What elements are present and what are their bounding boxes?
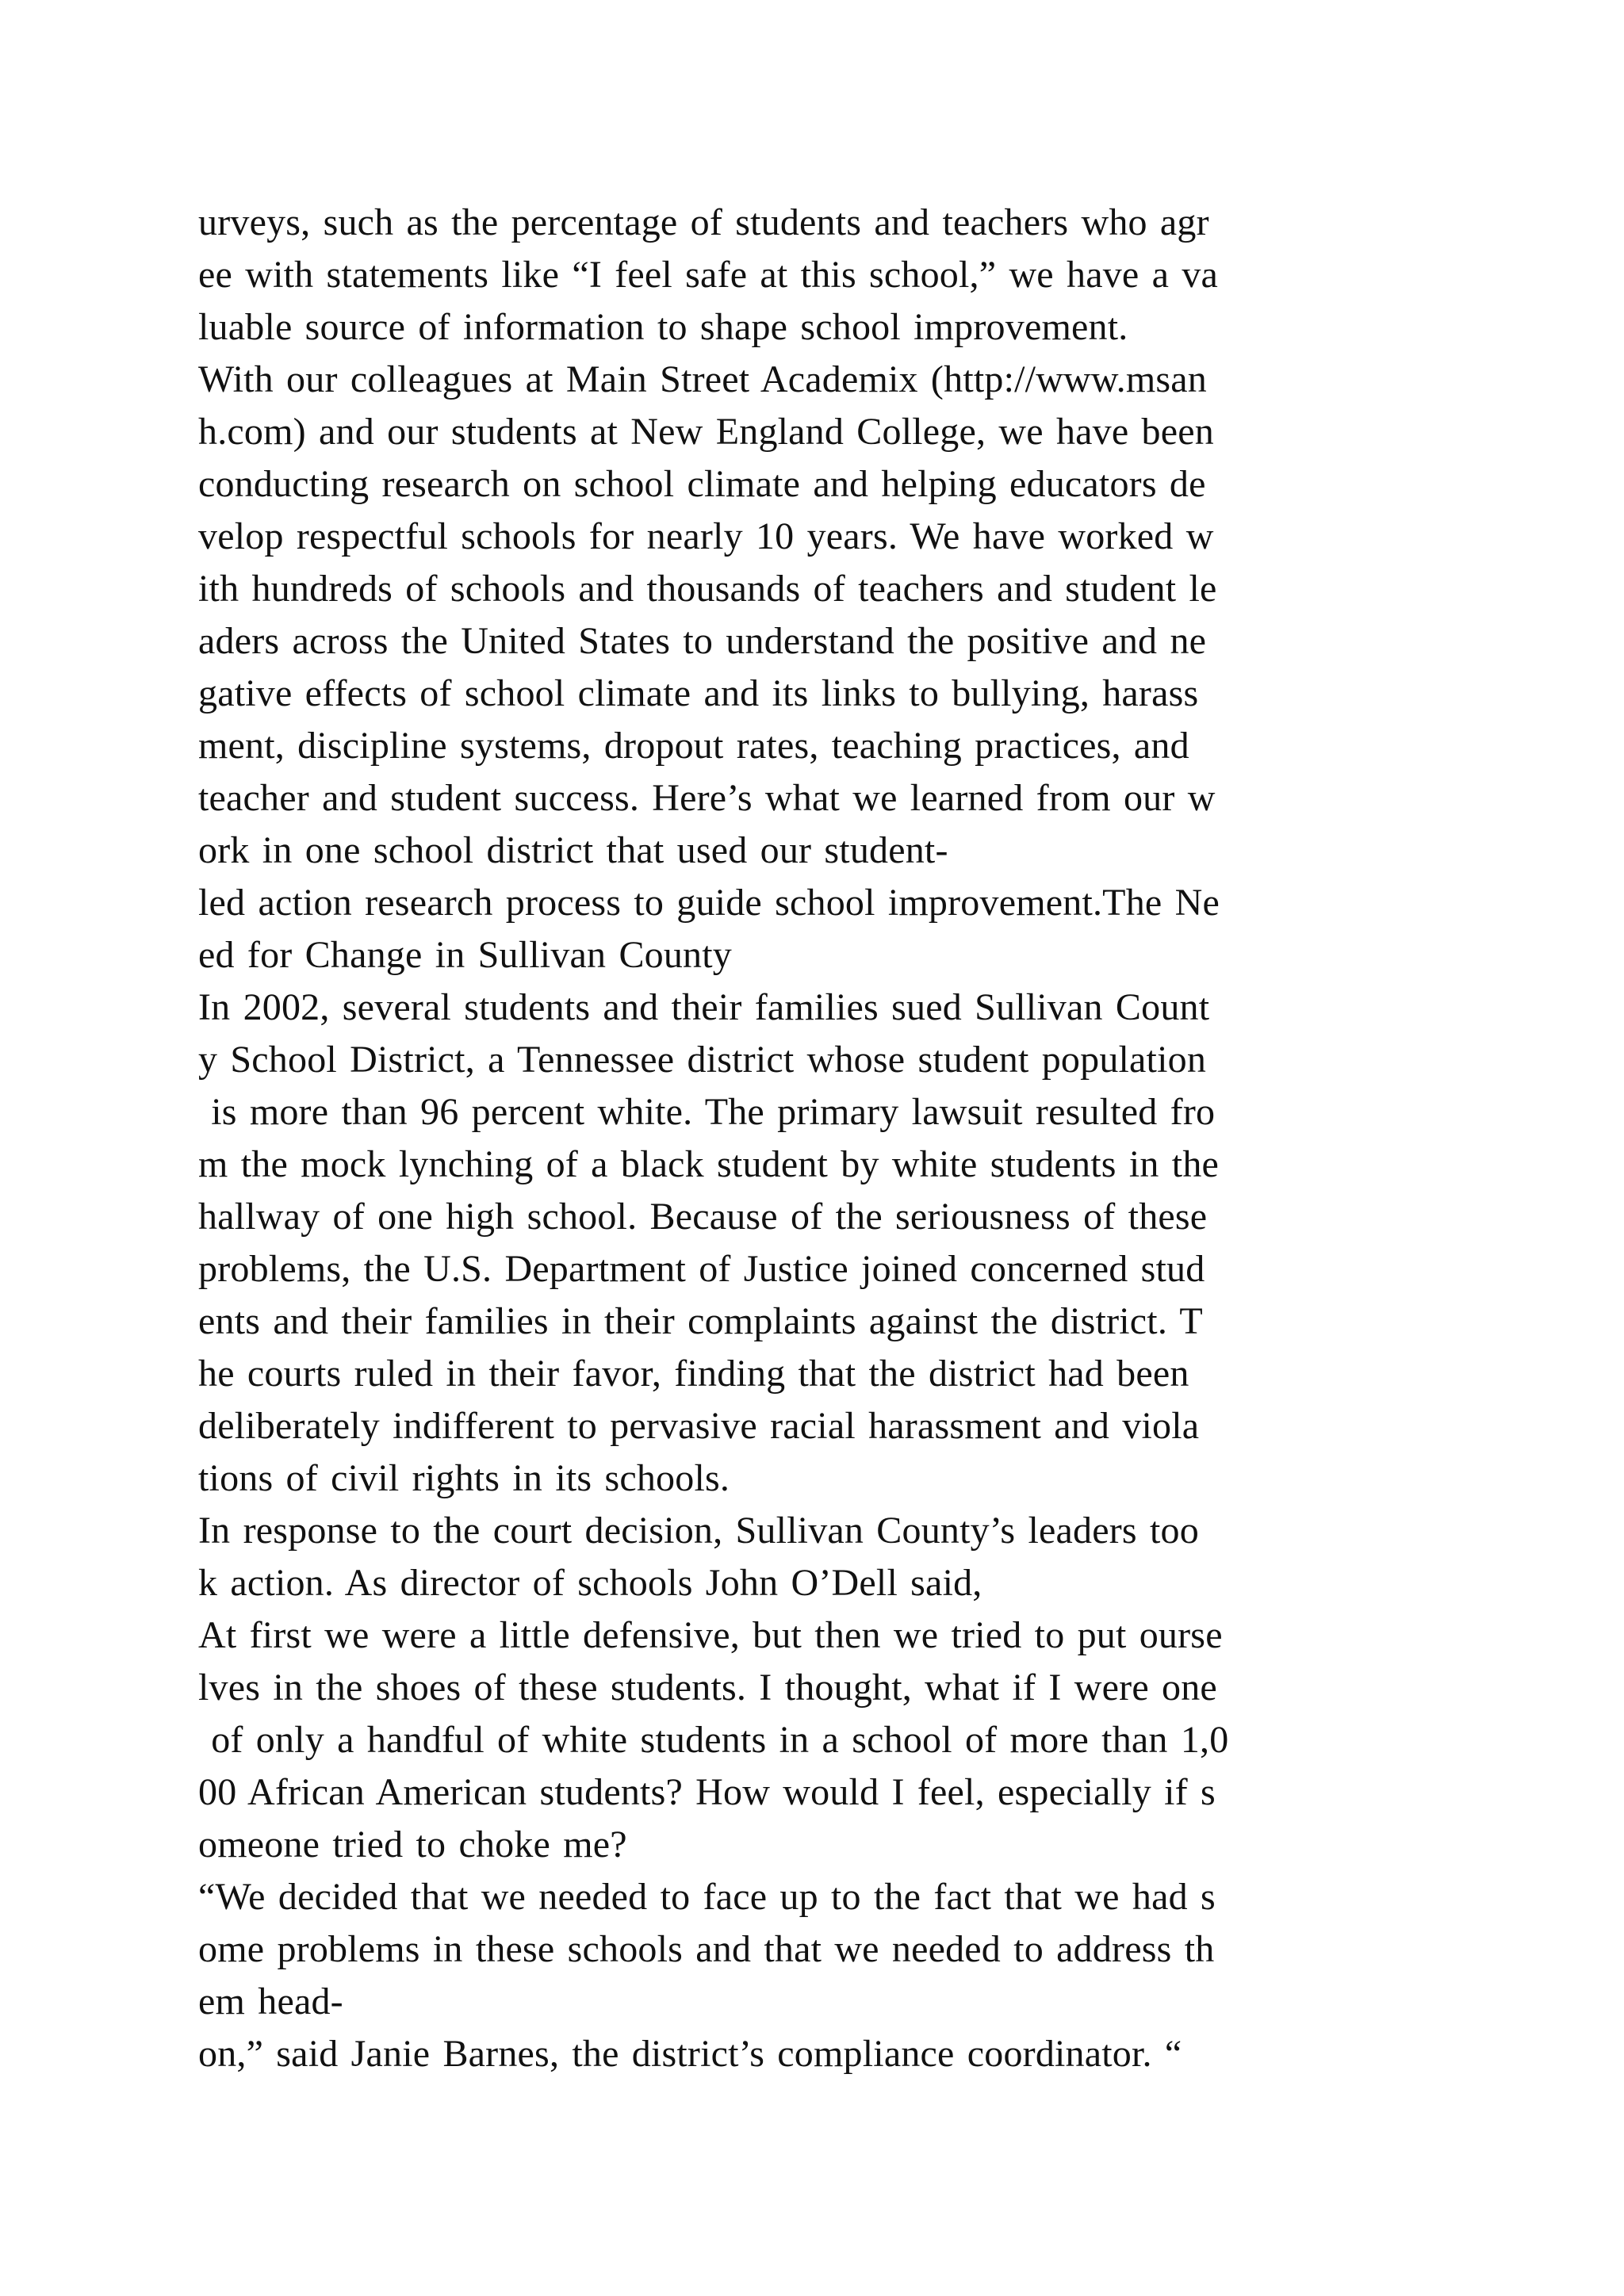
text-line: led action research process to guide school improvement.The Ne (198, 882, 1220, 924)
text-line: is more than 96 percent white. The primary lawsuit resulted fro (198, 1091, 1216, 1133)
text-line: on,” said Janie Barnes, the district’s compliance coordinator. “ (198, 2033, 1182, 2075)
text-line: ed for Change in Sullivan County (198, 934, 732, 976)
text-line: ment, discipline systems, dropout rates, teaching practices, and (198, 725, 1189, 767)
body-text (198, 197, 1435, 2080)
text-line: tions of civil rights in its schools. (198, 1457, 730, 1499)
text-line: of only a handful of white students in a school of more than 1,0 (198, 1719, 1229, 1761)
text-line: he courts ruled in their favor, finding that the district had been (198, 1353, 1189, 1395)
text-line: omeone tried to choke me? (198, 1823, 627, 1866)
text-line: em head- (198, 1980, 343, 2022)
text-line: urveys, such as the percentage of students and teachers who agr (198, 201, 1209, 243)
text-line: h.com) and our students at New England College, we have been (198, 411, 1214, 453)
text-line: m the mock lynching of a black student by white students in the (198, 1143, 1220, 1185)
text-line: problems, the U.S. Department of Justice joined concerned stud (198, 1248, 1205, 1290)
text-line: deliberately indifferent to pervasive racial harassment and viola (198, 1405, 1200, 1447)
text-line: ome problems in these schools and that we needed to address th (198, 1928, 1215, 1970)
text-line: velop respectful schools for nearly 10 years. We have worked w (198, 515, 1214, 557)
text-line: lves in the shoes of these students. I thought, what if I were one (198, 1667, 1217, 1709)
text-line: hallway of one high school. Because of the seriousness of these (198, 1196, 1208, 1238)
text-line: ork in one school district that used our student- (198, 829, 948, 871)
text-line: In 2002, several students and their families sued Sullivan Count (198, 986, 1210, 1028)
text-line: gative effects of school climate and its links to bullying, harass (198, 672, 1199, 714)
text-line: aders across the United States to understand the positive and ne (198, 620, 1207, 662)
text-line: luable source of information to shape school improvement. (198, 306, 1128, 348)
text-line: conducting research on school climate and helping educators de (198, 463, 1206, 505)
text-line: ents and their families in their complaints against the district. T (198, 1300, 1203, 1342)
text-line: y School District, a Tennessee district whose student population (198, 1039, 1207, 1081)
text-line: “We decided that we needed to face up to the fact that we had s (198, 1876, 1216, 1918)
text-line: teacher and student success. Here’s what we learned from our w (198, 777, 1216, 819)
text-line: k action. As director of schools John O’Dell said, (198, 1562, 982, 1604)
text-line: At first we were a little defensive, but then we tried to put ourse (198, 1614, 1223, 1656)
text-line: In response to the court decision, Sullivan County’s leaders too (198, 1510, 1199, 1552)
text-line: With our colleagues at Main Street Academix (http://www.msan (198, 358, 1207, 400)
text-line: 00 African American students? How would I feel, especially if s (198, 1771, 1216, 1813)
text-line: ee with statements like “I feel safe at this school,” we have a va (198, 254, 1219, 296)
text-line: ith hundreds of schools and thousands of teachers and student le (198, 568, 1217, 610)
